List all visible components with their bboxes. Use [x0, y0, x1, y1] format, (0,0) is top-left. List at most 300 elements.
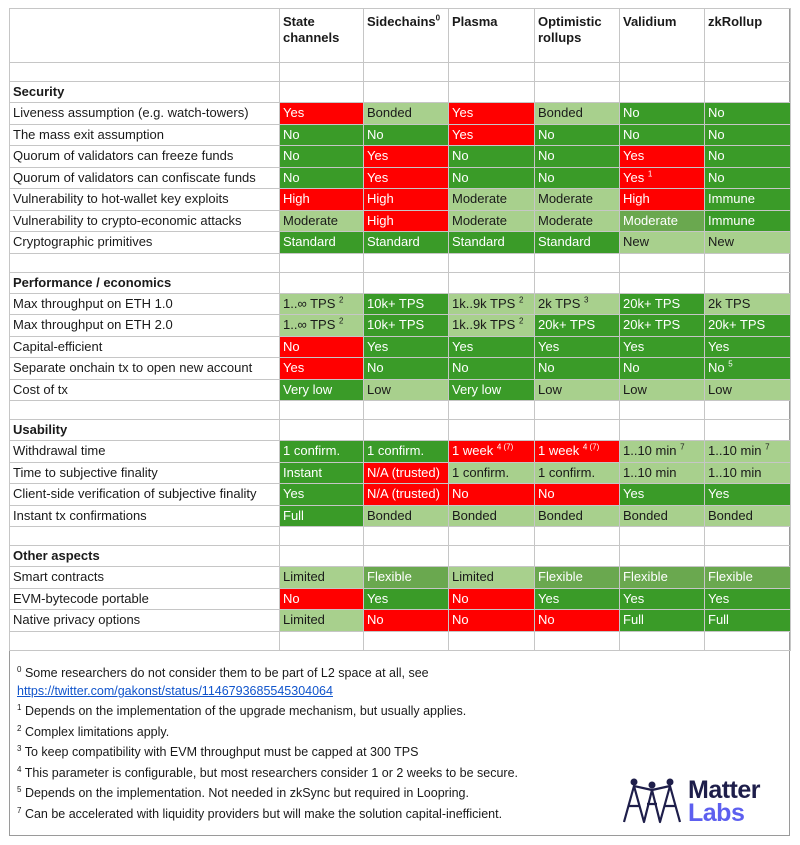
footnote-mark: 4	[17, 764, 22, 774]
rating-cell	[364, 441, 449, 463]
row-label-text: Client-side verification of subjective finality	[13, 486, 257, 502]
empty-cell	[280, 527, 364, 546]
rating-cell	[705, 610, 791, 632]
empty-cell	[705, 631, 791, 650]
rating-value: New	[708, 234, 735, 250]
rating-cell	[280, 441, 364, 463]
rating-cell	[705, 588, 791, 610]
row-label	[10, 293, 280, 315]
rating-cell	[535, 462, 620, 484]
rating-cell	[280, 210, 364, 232]
rating-cell	[620, 505, 705, 527]
rating-value: Low	[538, 381, 562, 397]
rating-cell	[620, 146, 705, 168]
column-header	[620, 9, 705, 63]
column-header-label: Plasma	[452, 14, 498, 29]
empty-cell	[449, 527, 535, 546]
empty-cell	[364, 272, 449, 293]
rating-value: No	[367, 612, 384, 628]
table-row	[10, 505, 791, 527]
rating-value: Moderate	[538, 191, 593, 207]
rating-value: Yes	[283, 360, 305, 376]
rating-value: No	[623, 126, 640, 142]
matter-labs-logo	[618, 772, 788, 828]
footnote-mark: 1	[647, 169, 653, 179]
row-label	[10, 358, 280, 380]
rating-cell	[535, 379, 620, 401]
empty-cell	[280, 631, 364, 650]
footnote-mark: 0	[435, 13, 441, 23]
rating-cell	[705, 441, 791, 463]
row-label	[10, 462, 280, 484]
footnote-mark: 4 (7)	[496, 442, 514, 452]
rating-value: Yes	[367, 148, 389, 164]
row-label	[10, 146, 280, 168]
column-header-label: Sidechains	[367, 14, 436, 29]
rating-value: 10k+ TPS	[367, 317, 425, 333]
empty-cell	[280, 63, 364, 82]
footnote-mark: 1	[17, 702, 22, 712]
rating-cell	[449, 505, 535, 527]
rating-cell	[449, 103, 535, 125]
column-header	[364, 9, 449, 63]
rating-cell	[620, 232, 705, 254]
rating-cell	[364, 588, 449, 610]
rating-value: 20k+ TPS	[708, 317, 766, 333]
empty-cell	[705, 401, 791, 420]
rating-value: No	[538, 148, 555, 164]
rating-cell	[449, 189, 535, 211]
empty-cell	[620, 420, 705, 441]
row-label-text: Native privacy options	[13, 612, 141, 628]
rating-cell	[280, 146, 364, 168]
empty-cell	[364, 253, 449, 272]
empty-cell	[10, 253, 280, 272]
rating-cell	[449, 588, 535, 610]
rating-cell	[364, 146, 449, 168]
rating-cell	[620, 379, 705, 401]
empty-cell	[280, 82, 364, 103]
row-label	[10, 189, 280, 211]
spacer-row	[10, 401, 791, 420]
empty-cell	[705, 63, 791, 82]
rating-cell	[535, 588, 620, 610]
rating-cell	[449, 441, 535, 463]
empty-cell	[10, 527, 280, 546]
footnote-text: Complex limitations apply.	[24, 724, 170, 739]
rating-cell	[620, 588, 705, 610]
rating-value: Yes	[538, 590, 560, 606]
empty-cell	[535, 546, 620, 567]
empty-cell	[535, 631, 620, 650]
rating-cell	[449, 146, 535, 168]
footnote	[17, 784, 617, 805]
footnote-mark: 2	[339, 295, 344, 305]
empty-cell	[364, 420, 449, 441]
rating-cell	[620, 567, 705, 589]
empty-cell	[535, 253, 620, 272]
empty-cell	[535, 272, 620, 293]
rating-cell	[280, 379, 364, 401]
row-label-text: The mass exit assumption	[13, 126, 165, 142]
empty-cell	[449, 401, 535, 420]
rating-cell	[449, 567, 535, 589]
rating-cell	[280, 336, 364, 358]
rating-value: 1..∞ TPS	[283, 317, 336, 333]
table-row	[10, 210, 791, 232]
rating-cell	[364, 462, 449, 484]
row-label-text: Separate onchain tx to open new account	[13, 360, 253, 376]
rating-value: 1k..9k TPS	[452, 317, 516, 333]
footnote-mark: 2	[339, 316, 344, 326]
empty-cell	[705, 527, 791, 546]
rating-value: Low	[367, 381, 391, 397]
rating-value: No	[538, 360, 555, 376]
empty-cell	[280, 253, 364, 272]
column-header-label: State channels	[283, 14, 340, 45]
footnote-mark: 7	[17, 805, 22, 815]
rating-cell	[280, 167, 364, 189]
rating-value: Full	[623, 612, 644, 628]
rating-value: No	[623, 105, 640, 121]
row-label-text: Vulnerability to hot-wallet key exploits	[13, 191, 229, 207]
empty-cell	[449, 546, 535, 567]
rating-cell	[364, 358, 449, 380]
rating-cell	[705, 462, 791, 484]
header-row	[10, 9, 791, 63]
rating-value: No	[708, 148, 725, 164]
rating-value: 1 confirm.	[538, 464, 596, 480]
row-label-text: Instant tx confirmations	[13, 507, 147, 523]
empty-cell	[620, 401, 705, 420]
rating-cell	[705, 379, 791, 401]
footnote-mark: 3	[17, 743, 22, 753]
rating-value: Flexible	[708, 569, 753, 585]
section-title	[10, 272, 280, 293]
rating-cell	[705, 567, 791, 589]
rating-value: 20k+ TPS	[623, 295, 681, 311]
rating-value: Yes	[367, 169, 389, 185]
spacer-row	[10, 631, 791, 650]
rating-value: Yes	[367, 590, 389, 606]
section-title-text: Security	[13, 84, 65, 99]
footnote-mark: 7	[680, 442, 685, 452]
empty-cell	[705, 253, 791, 272]
rating-value: 1 confirm.	[452, 464, 510, 480]
empty-cell	[449, 420, 535, 441]
rating-value: Bonded	[708, 507, 753, 523]
empty-cell	[620, 63, 705, 82]
rating-cell	[535, 505, 620, 527]
rating-value: High	[367, 212, 394, 228]
footnote-mark: 2	[17, 723, 22, 733]
column-header-label: Validium	[623, 14, 677, 29]
rating-cell	[449, 124, 535, 146]
table-row	[10, 124, 791, 146]
row-label-text: Max throughput on ETH 2.0	[13, 317, 173, 333]
empty-cell	[449, 63, 535, 82]
row-label	[10, 232, 280, 254]
section-title	[10, 420, 280, 441]
empty-cell	[535, 401, 620, 420]
table-row	[10, 610, 791, 632]
rating-value: No	[452, 590, 469, 606]
rating-value: N/A (trusted)	[367, 486, 440, 502]
rating-cell	[364, 315, 449, 337]
rating-cell	[620, 358, 705, 380]
empty-cell	[620, 82, 705, 103]
rating-cell	[535, 610, 620, 632]
column-header	[280, 9, 364, 63]
table-row	[10, 315, 791, 337]
row-label	[10, 210, 280, 232]
table-row	[10, 358, 791, 380]
table-row	[10, 167, 791, 189]
l2-comparison-table	[9, 8, 791, 651]
rating-cell	[535, 124, 620, 146]
table-row	[10, 484, 791, 506]
spacer-row	[10, 527, 791, 546]
rating-cell	[535, 167, 620, 189]
rating-cell	[364, 103, 449, 125]
row-label	[10, 379, 280, 401]
row-label	[10, 167, 280, 189]
rating-cell	[364, 167, 449, 189]
empty-cell	[535, 527, 620, 546]
rating-value: Bonded	[452, 507, 497, 523]
row-label-text: Withdrawal time	[13, 443, 106, 459]
empty-cell	[10, 401, 280, 420]
table-row	[10, 336, 791, 358]
row-label	[10, 315, 280, 337]
rating-cell	[620, 484, 705, 506]
rating-cell	[280, 462, 364, 484]
rating-cell	[620, 462, 705, 484]
rating-value: No	[452, 169, 469, 185]
logo-text-matter: Matter	[688, 776, 761, 804]
rating-value: No	[708, 169, 725, 185]
rating-cell	[364, 610, 449, 632]
rating-cell	[280, 358, 364, 380]
rating-value: Yes	[283, 105, 305, 121]
footnote-mark: 4 (7)	[582, 442, 600, 452]
rating-value: Yes	[452, 126, 474, 142]
rating-value: 1..10 min	[708, 464, 762, 480]
row-label-text: Quorum of validators can freeze funds	[13, 148, 234, 164]
row-label	[10, 588, 280, 610]
rating-value: Yes	[708, 590, 730, 606]
rating-value: N/A (trusted)	[367, 464, 440, 480]
empty-cell	[364, 63, 449, 82]
row-label	[10, 567, 280, 589]
footnote	[17, 743, 617, 764]
rating-cell	[449, 167, 535, 189]
rating-value: 2k TPS	[708, 295, 751, 311]
row-label	[10, 610, 280, 632]
section-title-text: Usability	[13, 422, 68, 437]
rating-cell	[449, 210, 535, 232]
rating-cell	[280, 103, 364, 125]
footnote-text: This parameter is configurable, but most researchers consider 1 or 2 weeks to be secure.	[24, 765, 518, 780]
footnote-mark: 2	[518, 316, 524, 326]
logo-text-labs: Labs	[688, 799, 745, 827]
empty-cell	[535, 63, 620, 82]
rating-value: 10k+ TPS	[367, 295, 425, 311]
rating-cell	[535, 358, 620, 380]
rating-value: Moderate	[283, 212, 338, 228]
rating-cell	[449, 293, 535, 315]
empty-cell	[705, 272, 791, 293]
rating-value: 1 week	[452, 443, 494, 459]
row-label-text: EVM-bytecode portable	[13, 590, 149, 606]
footnote-text: Some researchers do not consider them to be part of L2 space at all, see	[24, 666, 429, 680]
rating-cell	[280, 505, 364, 527]
footnote-text: Can be accelerated with liquidity providers but will make the solution capital-inefficient.	[24, 806, 503, 821]
empty-cell	[620, 272, 705, 293]
empty-cell	[280, 546, 364, 567]
rating-cell	[280, 567, 364, 589]
rating-cell	[620, 124, 705, 146]
footnote-mark: 7	[765, 442, 770, 452]
rating-cell	[705, 124, 791, 146]
rating-value: Flexible	[623, 569, 668, 585]
rating-value: High	[283, 191, 310, 207]
row-label	[10, 441, 280, 463]
matter-labs-logo-icon	[620, 776, 684, 826]
rating-value: No	[283, 590, 300, 606]
header-corner	[10, 9, 280, 63]
rating-cell	[280, 189, 364, 211]
row-label-text: Smart contracts	[13, 569, 105, 585]
rating-value: 2k TPS	[538, 295, 581, 311]
rating-cell	[280, 610, 364, 632]
rating-value: Very low	[283, 381, 333, 397]
rating-value: Bonded	[367, 105, 412, 121]
row-label	[10, 484, 280, 506]
column-header-label: Optimistic rollups	[538, 14, 602, 45]
row-label	[10, 505, 280, 527]
footnote	[17, 764, 617, 785]
empty-cell	[449, 253, 535, 272]
rating-cell	[620, 336, 705, 358]
rating-value: Yes	[538, 338, 560, 354]
rating-value: High	[623, 191, 650, 207]
rating-cell	[705, 232, 791, 254]
row-label-text: Liveness assumption (e.g. watch-towers)	[13, 105, 249, 121]
rating-cell	[705, 293, 791, 315]
column-header-label: zkRollup	[708, 14, 763, 29]
rating-value: 20k+ TPS	[623, 317, 681, 333]
rating-cell	[535, 210, 620, 232]
rating-cell	[364, 189, 449, 211]
rating-cell	[535, 232, 620, 254]
footnote-mark: 2	[518, 295, 524, 305]
empty-cell	[620, 527, 705, 546]
rating-value: 20k+ TPS	[538, 317, 596, 333]
rating-value: Yes	[623, 169, 645, 185]
rating-value: Immune	[708, 212, 755, 228]
rating-cell	[364, 293, 449, 315]
rating-value: Instant	[283, 464, 323, 480]
footnote-link[interactable]: https://twitter.com/gakonst/status/1146793685545304064	[17, 684, 333, 698]
empty-cell	[620, 546, 705, 567]
rating-cell	[620, 441, 705, 463]
rating-cell	[535, 146, 620, 168]
rating-value: No	[623, 360, 640, 376]
rating-cell	[705, 210, 791, 232]
row-label-text: Capital-efficient	[13, 338, 103, 354]
empty-cell	[449, 272, 535, 293]
rating-cell	[535, 484, 620, 506]
rating-cell	[364, 336, 449, 358]
rating-cell	[535, 293, 620, 315]
rating-value: Yes	[367, 338, 389, 354]
table-row	[10, 293, 791, 315]
rating-value: Bonded	[623, 507, 668, 523]
rating-value: Low	[708, 381, 732, 397]
rating-value: No	[367, 126, 384, 142]
rating-value: No	[538, 612, 555, 628]
rating-value: No	[708, 126, 725, 142]
rating-cell	[364, 379, 449, 401]
rating-value: Flexible	[367, 569, 412, 585]
footnote-text: To keep compatibility with EVM throughput must be capped at 300 TPS	[24, 745, 419, 759]
rating-cell	[364, 124, 449, 146]
rating-cell	[449, 315, 535, 337]
rating-value: Full	[708, 612, 729, 628]
rating-cell	[280, 315, 364, 337]
section-header-row	[10, 546, 791, 567]
rating-value: No	[283, 169, 300, 185]
rating-cell	[364, 484, 449, 506]
rating-value: Yes	[708, 486, 730, 502]
table-row	[10, 379, 791, 401]
section-header-row	[10, 272, 791, 293]
spacer-row	[10, 253, 791, 272]
rating-value: Bonded	[538, 105, 583, 121]
empty-cell	[364, 82, 449, 103]
footnotes	[17, 664, 617, 825]
rating-cell	[705, 167, 791, 189]
section-title	[10, 82, 280, 103]
rating-cell	[449, 336, 535, 358]
empty-cell	[364, 527, 449, 546]
rating-cell	[535, 315, 620, 337]
rating-cell	[705, 336, 791, 358]
rating-cell	[535, 441, 620, 463]
empty-cell	[449, 82, 535, 103]
rating-value: No	[283, 148, 300, 164]
rating-value: Standard	[367, 234, 420, 250]
rating-value: No	[452, 148, 469, 164]
rating-cell	[705, 315, 791, 337]
empty-cell	[364, 546, 449, 567]
rating-value: 1..10 min	[623, 464, 677, 480]
rating-value: No	[283, 126, 300, 142]
footnote-text: Depends on the implementation. Not needed in zkSync but required in Loopring.	[24, 786, 469, 800]
row-label-text: Quorum of validators can confiscate funds	[13, 169, 256, 185]
rating-cell	[449, 232, 535, 254]
rating-value: No	[367, 360, 384, 376]
empty-cell	[280, 272, 364, 293]
table-row	[10, 232, 791, 254]
table-row	[10, 588, 791, 610]
rating-value: Bonded	[367, 507, 412, 523]
rating-value: Limited	[283, 612, 325, 628]
table-row	[10, 462, 791, 484]
empty-cell	[280, 420, 364, 441]
rating-value: Bonded	[538, 507, 583, 523]
